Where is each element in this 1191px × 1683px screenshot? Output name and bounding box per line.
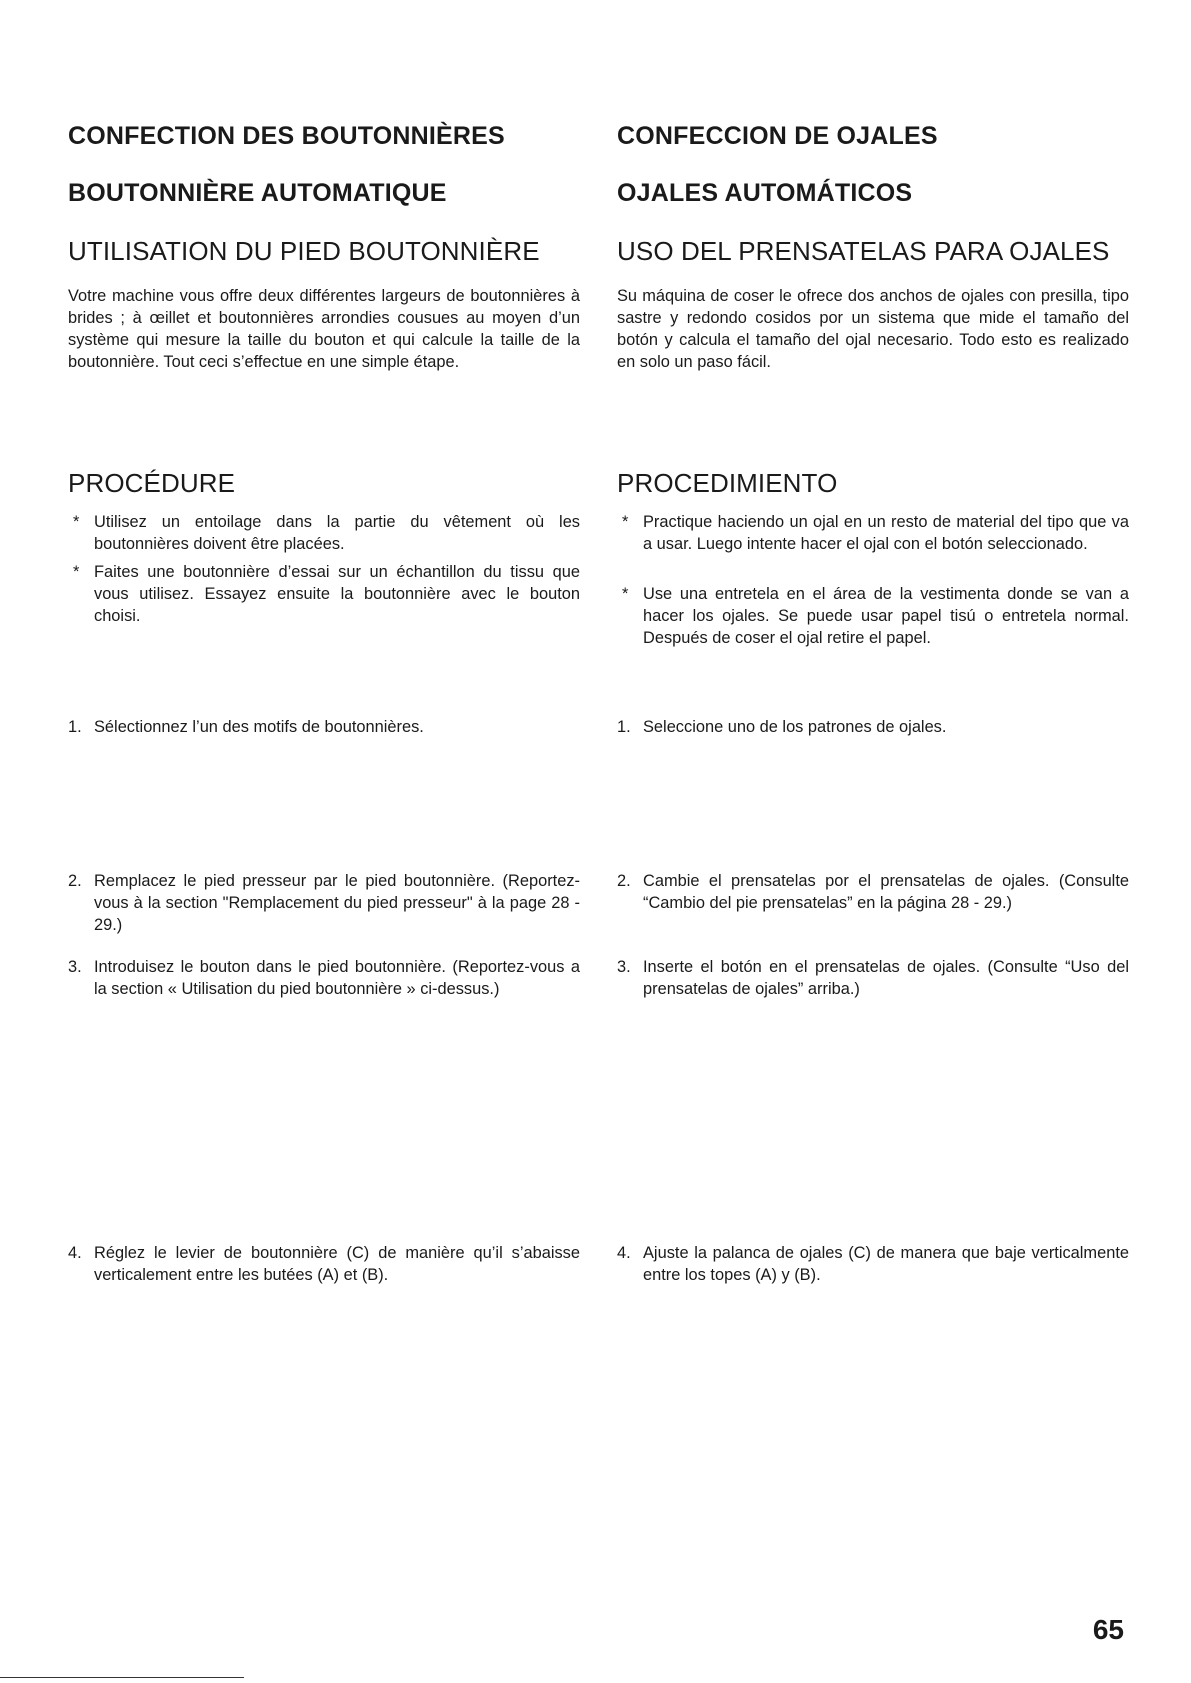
step-number: 4. xyxy=(617,1244,631,1262)
step-number: 3. xyxy=(68,958,82,976)
section-subtitle: BOUTONNIÈRE AUTOMATIQUE xyxy=(68,179,447,207)
step-item xyxy=(617,716,1129,738)
intro-paragraph: Votre machine vous offre deux différentes largeurs de boutonnières à brides ; à œillet et boutonnières arrondies cousues au moyen d’un système qui mesure la taille du bouton et qui calcule la taille de la boutonnière. Tout ceci s’effectue en une simple étape. xyxy=(68,287,580,371)
step-item xyxy=(68,870,580,936)
section-heading: USO DEL PRENSATELAS PARA OJALES xyxy=(617,236,1110,266)
procedure-heading: PROCÉDURE xyxy=(68,468,236,498)
step-item xyxy=(68,1242,580,1286)
step-text: Ajuste la palanca de ojales (C) de manera que baje verticalmente entre los topes (A) y (B). xyxy=(643,1244,1129,1284)
bullet-text: Utilisez un entoilage dans la partie du vêtement où les boutonnières doivent être placées. xyxy=(94,513,580,553)
step-item xyxy=(617,870,1129,914)
bullet-marker: * xyxy=(73,513,80,531)
step-text: Sélectionnez l’un des motifs de boutonnières. xyxy=(94,718,424,736)
page-title: CONFECCION DE OJALES xyxy=(617,122,938,150)
step-item xyxy=(617,1242,1129,1286)
bullet-text: Use una entretela en el área de la vestimenta donde se van a hacer los ojales. Se puede usar papel tisú o entretela normal. Después de coser el ojal retire el papel. xyxy=(643,585,1129,647)
step-text: Inserte el botón en el prensatelas de ojales. (Consulte “Uso del prensatelas de ojales” arriba.) xyxy=(643,958,1129,998)
page-number: 65 xyxy=(1092,1614,1124,1645)
step-number: 1. xyxy=(617,718,631,736)
step-number: 2. xyxy=(617,872,631,890)
step-text: Cambie el prensatelas por el prensatelas de ojales. (Consulte “Cambio del pie prensatelas” en la página 28 - 29.) xyxy=(643,872,1129,912)
step-number: 3. xyxy=(617,958,631,976)
section-subtitle: OJALES AUTOMÁTICOS xyxy=(617,179,913,207)
bullet-text: Faites une boutonnière d’essai sur un échantillon du tissu que vous utilisez. Essayez ensuite la boutonnière avec le bouton choisi. xyxy=(94,563,580,625)
page-title: CONFECTION DES BOUTONNIÈRES xyxy=(68,122,505,150)
step-number: 2. xyxy=(68,872,82,890)
procedure-heading: PROCEDIMIENTO xyxy=(617,468,838,498)
bullet-item xyxy=(617,583,1129,649)
step-item xyxy=(68,956,580,1000)
intro-paragraph: Su máquina de coser le ofrece dos anchos de ojales con presilla, tipo sastre y redondo cosidos por un sistema que mide el tamaño del botón y calcula el tamaño del ojal necesario. Todo esto es realizado en solo un paso fácil. xyxy=(617,287,1129,371)
step-item xyxy=(68,716,580,738)
step-text: Remplacez le pied presseur par le pied boutonnière. (Reportez-vous à la section "Remplacement du pied presseur" à la page 28 - 29.) xyxy=(94,872,580,934)
step-text: Introduisez le bouton dans le pied boutonnière. (Reportez-vous a la section « Utilisation du pied boutonnière » ci-dessus.) xyxy=(94,958,580,998)
bullet-marker: * xyxy=(622,513,629,531)
footer-rule xyxy=(0,1677,244,1678)
step-number: 1. xyxy=(68,718,82,736)
bullet-text: Practique haciendo un ojal en un resto de material del tipo que va a usar. Luego intente hacer el ojal con el botón seleccionado. xyxy=(643,513,1129,553)
section-heading: UTILISATION DU PIED BOUTONNIÈRE xyxy=(68,236,540,266)
bullet-marker: * xyxy=(622,585,629,603)
step-text: Réglez le levier de boutonnière (C) de manière qu’il s’abaisse verticalement entre les butées (A) et (B). xyxy=(94,1244,580,1284)
step-number: 4. xyxy=(68,1244,82,1262)
bullet-item xyxy=(68,561,580,627)
bullet-marker: * xyxy=(73,563,80,581)
bullet-item xyxy=(617,511,1129,555)
step-item xyxy=(617,956,1129,1000)
bullet-item xyxy=(68,511,580,555)
step-text: Seleccione uno de los patrones de ojales. xyxy=(643,718,947,736)
